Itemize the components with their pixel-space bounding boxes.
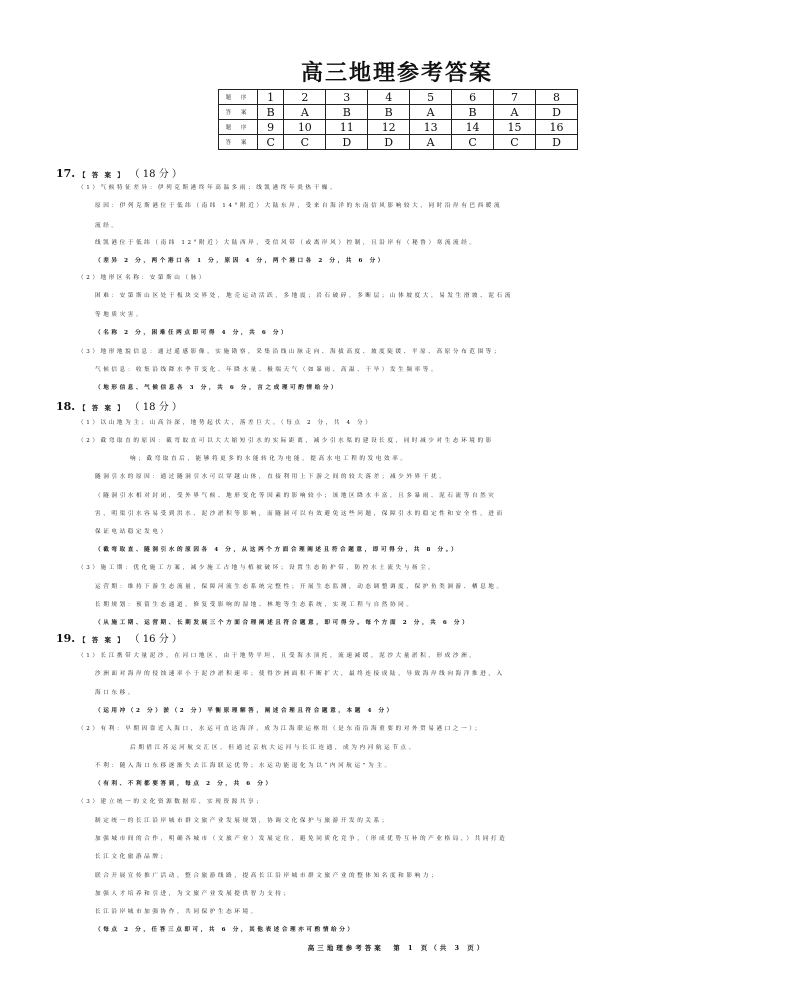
answer-line: 沙洲面对海岸的侵蚀速率小于泥沙淤积速率；使得沙洲面积不断扩大，最终连接成陆，导致海岸线向海洋推进，入 — [95, 671, 505, 677]
scoring-note: （从施工期、运营期、长期发展三个方面合理阐述且符合题意，即可得分。每个方面 2 分，共 6 分） — [95, 620, 471, 626]
question-18-header — [56, 398, 182, 413]
scoring-note: （有利、不利都要答到，每点 2 分，共 6 分） — [95, 781, 274, 787]
answer-line: 原因：伊列克斯港位于低纬（南纬 14°附近）大陆东岸，受来自海洋的东南信风影响较大，同时沿岸有巴西暖流 — [95, 203, 503, 209]
table-row — [219, 120, 578, 135]
answer-cell: C — [452, 135, 494, 150]
table-row — [219, 90, 578, 105]
answer-cell: B — [368, 105, 410, 120]
question-number: 6 — [452, 90, 494, 105]
question-number: 13 — [410, 120, 452, 135]
scoring-note: （差异 2 分，两个港口各 1 分，原因 4 分，两个港口各 2 分，共 6 分） — [95, 258, 386, 264]
answer-line: （2）截弯取直的原因：截弯取直可以大大缩短引水的实际距离，减少引水渠的建设长度，同时减少对生态环境的影 — [78, 438, 494, 444]
question-number: 4 — [368, 90, 410, 105]
answer-line: （2）地形区名称：安第斯山（脉） — [78, 275, 208, 281]
question-number: 2 — [284, 90, 326, 105]
answer-cell: B — [452, 105, 494, 120]
answer-line: 联合开展宣传推广活动，整合旅游线路，提高长江沿岸城市群文旅产业的整体知名度和影响力； — [95, 873, 440, 879]
answer-line: （3）地形地貌信息：通过遥感影像，实施勘察，采集沿线山脉走向、海拔高度、坡度陡缓、平原、高原分布范围等； — [78, 349, 503, 355]
answer-line: （隧洞引水相对封闭，受外界气候、地形变化等因素的影响较小；该地区降水丰富，且多暴雨、泥石流等自然灾 — [95, 493, 497, 499]
answer-cell: A — [410, 135, 452, 150]
answer-line: 制定统一的长江沿岸城市群文旅产业发展规划，协调文化保护与旅游开发的关系； — [95, 818, 390, 824]
answer-cell: B — [258, 105, 284, 120]
answer-line: （1）长江携带大量泥沙，在河口地区，由于地势平坦，且受海水顶托，流速减缓，泥沙大量淤积，形成沙洲。 — [78, 653, 478, 659]
answer-key-table — [218, 89, 578, 150]
answer-line: （2）有利：早期因靠近入海口，水运可直达海洋，成为江海联运枢纽（是东南沿海重要的对外贸易港口之一）； — [78, 726, 483, 732]
question-number: 11 — [326, 120, 368, 135]
row-label: 题 序 — [219, 120, 258, 135]
answer-line: 加强人才培养和引进，为文旅产业发展提供智力支持； — [95, 891, 292, 897]
answer-cell: A — [284, 105, 326, 120]
answer-line: 运营期：维持下游生态流量，保障河流生态系统完整性；开展生态监测，动态调整调度，保护鱼类洄游、栖息地。 — [95, 584, 505, 590]
question-17-header — [56, 165, 182, 180]
answer-cell: D — [535, 105, 577, 120]
scoring-note: （名称 2 分，困难任两点即可得 4 分，共 6 分） — [95, 330, 290, 336]
question-19-header — [56, 630, 182, 645]
answer-line: 困难：安第斯山区处于板块交界处，地壳运动活跃，多地震；岩石破碎，多断层；山体坡度大，易发生滑坡、泥石流 — [95, 293, 513, 299]
question-number: 17. — [56, 167, 76, 180]
question-number: 10 — [284, 120, 326, 135]
answer-line: 气候信息：收集沿线降水季节变化、年降水量、极端天气（如暴雨、高温、干旱）发生频率等。 — [95, 367, 440, 373]
question-number: 14 — [452, 120, 494, 135]
answer-line: 后期借江苏运河航交汇区，但通过京杭大运河与长江连通，成为内河航运节点。 — [130, 745, 417, 751]
scoring-note: （截弯取直、隧洞引水的原因各 4 分，从这两个方面合理阐述且符合题意，即可得分，共 8 分。） — [95, 547, 460, 553]
answer-cell: A — [494, 105, 536, 120]
row-label: 题 序 — [219, 90, 258, 105]
page-footer: 高三地理参考答案 第 1 页（共 3 页） — [307, 944, 487, 952]
answer-line: 害，明渠引水容易受到洪水、泥沙淤积等影响，而隧洞可以有效避免这些问题，保障引水的稳定性和安全性，进而 — [95, 511, 505, 517]
table-row — [219, 105, 578, 120]
answer-cell: D — [535, 135, 577, 150]
question-number: 16 — [535, 120, 577, 135]
answer-heading: 【 答 案 】 — [78, 636, 126, 644]
row-label: 答 案 — [219, 135, 258, 150]
answer-line: 响；截弯取直后，能够将更多的水能转化为电能，提高水电工程的发电效率。 — [130, 456, 409, 462]
answer-line: 等地质灾害。 — [95, 312, 145, 318]
answer-heading: 【 答 案 】 — [78, 404, 126, 412]
score-total: （ 18 分 ） — [129, 169, 182, 180]
question-number: 12 — [368, 120, 410, 135]
question-number: 5 — [410, 90, 452, 105]
question-number: 7 — [494, 90, 536, 105]
question-number: 15 — [494, 120, 536, 135]
answer-line: 不利：随入海口东移逐渐失去江海联运优势；水运功能退化为以“内河航运”为主。 — [95, 763, 393, 769]
answer-line: （3）施工期：优化施工方案，减少施工占地与植被破坏；设置生态防护带，防控水土流失与扬尘。 — [78, 565, 437, 571]
page-title: 高三地理参考答案 — [300, 60, 493, 86]
score-total: （ 16 分 ） — [129, 634, 182, 645]
score-total: （ 18 分 ） — [129, 402, 182, 413]
answer-line: 加强城市间的合作，明确各城市（文旅产业）发展定位，避免同质化竞争，（形成优势互补的产业格局，）共同打造 — [95, 836, 508, 842]
scoring-note: （运用冲（2 分）淤（2 分）平衡原理解答，阐述合理且符合题意，本题 4 分） — [95, 708, 395, 714]
answer-line: 保证电站稳定发电） — [95, 529, 169, 535]
answer-line: 海口东移。 — [95, 690, 136, 696]
question-number: 18. — [56, 400, 76, 413]
answer-cell: D — [368, 135, 410, 150]
answer-line: （1）以山地为主；山高谷深，地势起伏大，落差巨大。（每点 2 分，共 4 分） — [78, 420, 374, 426]
answer-cell: C — [258, 135, 284, 150]
answer-cell: A — [410, 105, 452, 120]
question-number: 19. — [56, 632, 76, 645]
answer-line: 长期规划：预留生态通道，修复受影响的湿地、林地等生态系统，实现工程与自然协同。 — [95, 602, 415, 608]
answer-line: 长江沿岸城市加强协作，共同保护生态环境。 — [95, 909, 259, 915]
question-number: 8 — [535, 90, 577, 105]
answer-line: 长江文化旅游品牌； — [95, 854, 169, 860]
question-number: 1 — [258, 90, 284, 105]
answer-line: （3）建立统一的文化资源数据库，实现资源共享； — [78, 799, 265, 805]
answer-line: 线凯港位于低纬（南纬 12°附近）大陆西岸，受信风带（或离岸风）控制，且沿岸有（秘鲁）寒流流经。 — [95, 240, 478, 246]
question-number: 3 — [326, 90, 368, 105]
question-number: 9 — [258, 120, 284, 135]
table-row — [219, 135, 578, 150]
answer-line: （1）气候特征差异：伊列克斯港终年高温多雨；线凯港终年炎热干燥。 — [78, 185, 339, 191]
answer-heading: 【 答 案 】 — [78, 171, 126, 179]
scoring-note: （地形信息、气候信息各 3 分，共 6 分，言之成理可酌情给分） — [95, 385, 340, 391]
row-label: 答 案 — [219, 105, 258, 120]
answer-cell: D — [326, 135, 368, 150]
answer-cell: C — [284, 135, 326, 150]
answer-line: 隧洞引水的原因：通过隧洞引水可以穿越山体，直接利用上下游之间的较大落差；减少外界干扰。 — [95, 474, 448, 480]
answer-line: 流经。 — [95, 223, 120, 229]
scoring-note: （每点 2 分，任答三点即可，共 6 分，其他表述合理亦可酌情给分） — [95, 927, 356, 933]
answer-cell: B — [326, 105, 368, 120]
answer-cell: C — [494, 135, 536, 150]
